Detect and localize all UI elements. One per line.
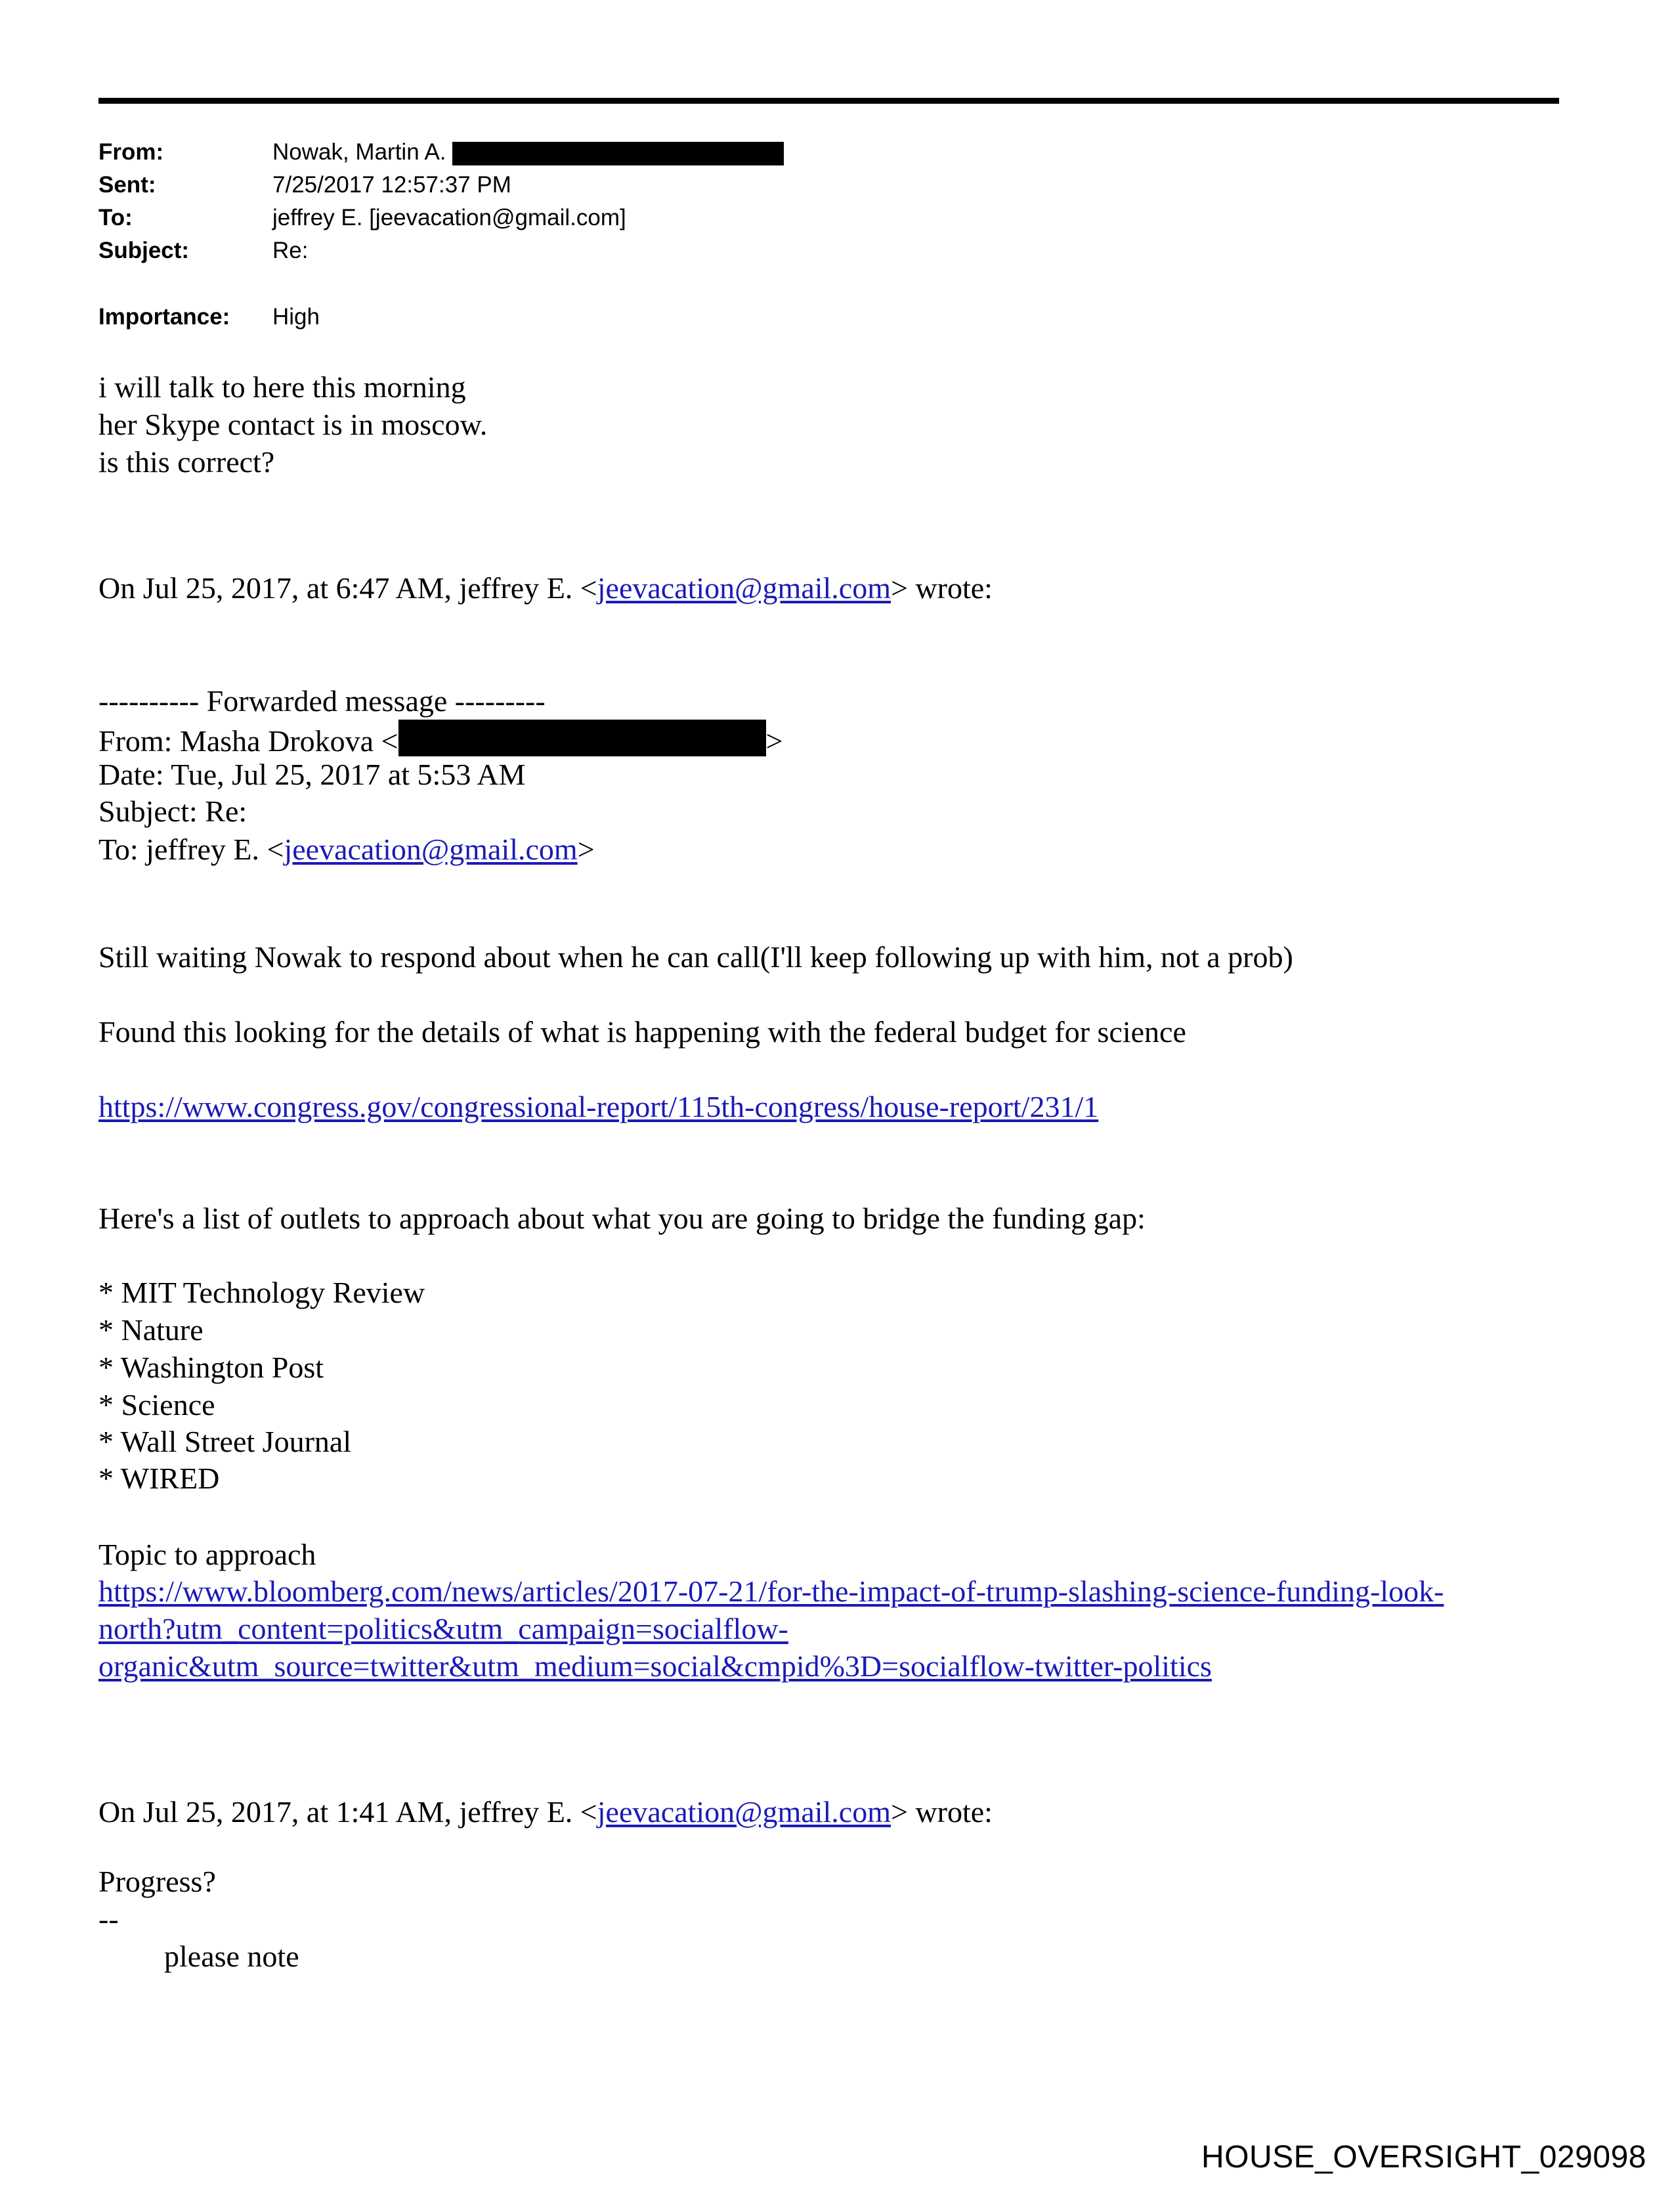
reply-line: her Skype contact is in moscow. (98, 408, 488, 441)
from-label: From: (98, 139, 164, 165)
forwarded-to-suffix: > (577, 833, 595, 866)
forwarded-from-text: From: Masha Drokova < (98, 724, 398, 758)
outlet-item: * Wall Street Journal (98, 1425, 352, 1458)
outlet-item: * Nature (98, 1313, 204, 1347)
bates-number: HOUSE_OVERSIGHT_029098 (1201, 2140, 1646, 2175)
redaction-box (452, 142, 784, 165)
signature: please note (164, 1940, 299, 1973)
from-name: Nowak, Martin A. (272, 139, 446, 165)
congress-link[interactable] (98, 1089, 1098, 1125)
quote-attribution (98, 1794, 993, 1831)
quote-attribution (98, 570, 993, 607)
forwarded-to (98, 831, 595, 868)
email-link[interactable]: jeevacation@gmail.com (597, 571, 891, 605)
forwarded-from-suffix: > (765, 724, 783, 758)
topic-label: Topic to approach (98, 1538, 316, 1571)
bloomberg-link-line[interactable] (98, 1573, 1444, 1610)
outlet-item: * Science (98, 1388, 215, 1421)
attribution-text: On Jul 25, 2017, at 6:47 AM, jeffrey E. < (98, 571, 597, 605)
forwarded-from (98, 720, 783, 760)
signature-separator: -- (98, 1902, 119, 1936)
subject-value: Re: (272, 238, 309, 263)
attribution-suffix: > wrote: (891, 571, 993, 605)
reply-line: is this correct? (98, 445, 275, 479)
header-rule (98, 98, 1559, 104)
outlet-item: * MIT Technology Review (98, 1276, 425, 1309)
to-value: jeffrey E. [jeevacation@gmail.com] (272, 205, 626, 230)
importance-value: High (272, 304, 320, 330)
forwarded-separator: ---------- Forwarded message --------- (98, 684, 546, 718)
reply-line: i will talk to here this morning (98, 370, 466, 404)
outlet-item: * Washington Post (98, 1351, 324, 1384)
redaction-box (398, 720, 766, 756)
bloomberg-link[interactable]: https://www.bloomberg.com/news/articles/2017-07-21/for-the-impact-of-trump-slashing-science-funding-look- (98, 1574, 1444, 1608)
attribution-text: On Jul 25, 2017, at 1:41 AM, jeffrey E. < (98, 1795, 597, 1829)
bloomberg-link-line[interactable] (98, 1648, 1212, 1685)
bloomberg-link[interactable]: north?utm_content=politics&utm_campaign=socialflow- (98, 1612, 788, 1645)
email-link[interactable]: jeevacation@gmail.com (597, 1795, 891, 1829)
importance-label: Importance: (98, 304, 230, 330)
outlets-intro: Here's a list of outlets to approach about what you are going to bridge the funding gap: (98, 1202, 1146, 1235)
from-value (272, 138, 784, 167)
subject-label: Subject: (98, 238, 190, 263)
forwarded-subject: Subject: Re: (98, 794, 247, 828)
forwarded-date: Date: Tue, Jul 25, 2017 at 5:53 AM (98, 758, 526, 791)
outlet-item: * WIRED (98, 1462, 220, 1495)
forwarded-to-text: To: jeffrey E. < (98, 833, 284, 866)
sent-value: 7/25/2017 12:57:37 PM (272, 172, 511, 198)
bloomberg-link-line[interactable] (98, 1611, 788, 1647)
bloomberg-link[interactable]: organic&utm_source=twitter&utm_medium=social&cmpid%3D=socialflow-twitter-politics (98, 1649, 1212, 1683)
attribution-suffix: > wrote: (891, 1795, 993, 1829)
email-link[interactable]: jeevacation@gmail.com (284, 833, 578, 866)
body-paragraph: Still waiting Nowak to respond about when he can call(I'll keep following up with him, not a prob) (98, 940, 1293, 974)
sent-label: Sent: (98, 172, 156, 198)
quoted-message: Progress? (98, 1865, 216, 1898)
congress-link-text[interactable]: https://www.congress.gov/congressional-report/115th-congress/house-report/231/1 (98, 1090, 1099, 1123)
to-label: To: (98, 205, 133, 230)
body-paragraph: Found this looking for the details of what is happening with the federal budget for science (98, 1015, 1186, 1049)
